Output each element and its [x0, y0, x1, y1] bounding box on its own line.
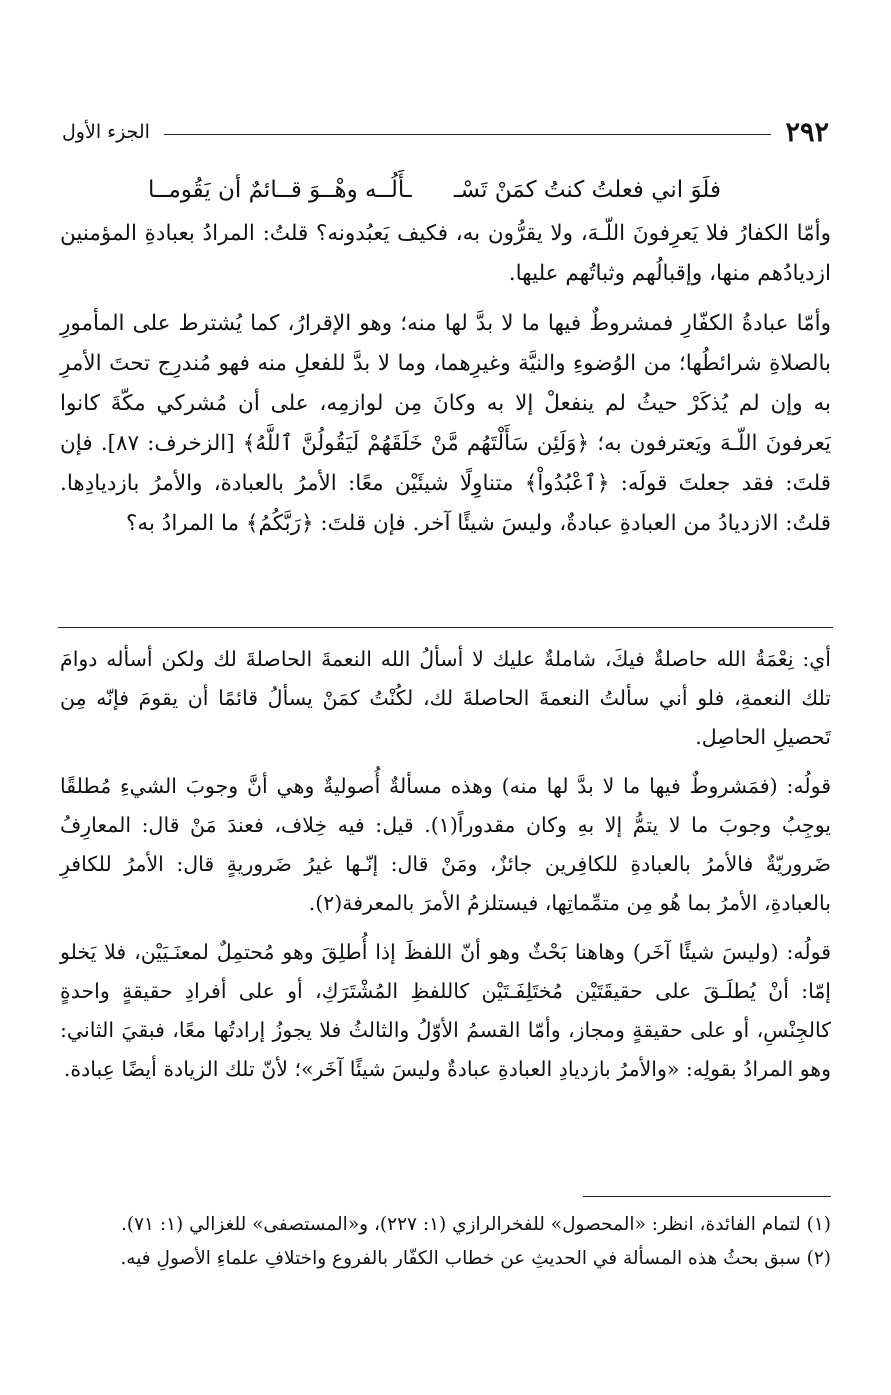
commentary-paragraph: قولُه: (وليسَ شيئًا آخَر) وهاهنا بَحْثٌ وهو أنّ اللفظَ إذا أُطلِقَ وهو مُحتمِلٌ لمعنَـيَيْن، فلا يَخلو إمّا: أنْ يُطلَـقَ على حقيقَتَيْن مُختَلِفَـتَيْن كاللفظِ المُشْتَرَكِ، أو على أفرادِ حقيقةٍ واحدةٍ كالجِنْسِ، أو على حقيقةٍ ومجاز، وأمّا القسمُ الأوّلُ والثالثُ فلا يجوزُ إرادتُها معًا، فبقيَ الثاني: وهو المرادُ بقولِه: «والأمرُ بازديادِ العبادةِ عبادةٌ وليسَ شيئًا آخَر»؛ لأنّ تلك الزيادة أيضًا عِبادة. [60, 940, 831, 1081]
page-header [62, 112, 829, 152]
paragraph-gap [60, 757, 831, 767]
footnote: (١) لتمام الفائدة، انظر: «المحصول» للفخرالرازي (١: ٢٢٧)، و«المستصفى» للغزالي (١: ٧١). [121, 1214, 831, 1235]
poetry-verse [60, 168, 831, 214]
main-paragraph: وأمّا الكفارُ فلا يَعرِفونَ اللّـهَ، ولا يقرُّون به، فكيف يَعبُدونه؟ قلتُ: المرادُ بعبادةِ المؤمنين ازديادُهم منها، وإقبالُهم وثباتُهم عليها. [60, 221, 831, 286]
page-number: ٢٩٢ [785, 116, 829, 148]
footnotes [60, 1208, 831, 1276]
verse-second-hemistich: ـأَلُــه وهْــوَ قــائمٌ أن يَقُومــا [148, 177, 412, 203]
commentary-text [60, 640, 831, 1089]
commentary-paragraph: أي: نِعْمَةُ الله حاصلةٌ فيكَ، شاملةٌ عليك لا أسألُ الله النعمةَ الحاصلةَ لك ولكن أسأله دوامَ تلك النعمةِ، فلو أني سألتُ النعمةَ الحاصلةَ لك، لكُنْتُ كمَنْ يسألُ قائمًا أن يقومَ فإنّه مِن تَحصيلِ الحاصِل. [60, 647, 831, 749]
main-paragraph: وأمّا عبادةُ الكفّارِ فمشروطٌ فيها ما لا بدَّ لها منه؛ وهو الإقرارُ، كما يُشترط على المأمورِ بالصلاةِ شرائطُها؛ من الوُضوءِ والنيَّة وغيرِهما، وما لا بدَّ للفعلِ منه فهو مُندرِج تحتَ الأمرِ به وإن لم يُذكَرْ حيثُ لم ينفعلْ إلا به وكانَ مِن لوازمِه، على أن مُشركي مكّةَ كانوا يَعرفونَ اللّـهَ ويَعترفون به؛ ﴿وَلَئِن سَأَلْتَهُم مَّنْ خَلَقَهُمْ لَيَقُولُنَّ ٱللَّهُ﴾ [الزخرف: ٨٧]. فإن قلتَ: فقد جعلتَ قولَه: ﴿ٱعْبُدُواْ﴾ متناوِلًا شيئَيْن معًا: الأمرُ بالعبادة، والأمرُ بازديادِها. قلتُ: الازديادُ من العبادةِ عبادةٌ، وليسَ شيئًا آخر. فإن قلتَ: ﴿رَبَّكُمُ﴾ ما المرادُ به؟ [60, 311, 831, 536]
main-text [60, 168, 831, 544]
verse-first-hemistich: فلَوَ اني فعلتُ كنتُ كمَنْ تَسْـ [453, 177, 721, 203]
footnote-rule [583, 1196, 831, 1197]
commentary-paragraph: قولُه: (فمَشروطٌ فيها ما لا بدَّ لها منه) وهذه مسألةٌ أُصوليةٌ وهي أنَّ وجوبَ الشيءِ مُطلقًا يوجِبُ وجوبَ ما لا يتمُّ إلا بهِ وكان مقدوراً(١). قيل: فيه خِلاف، فعندَ مَنْ قال: المعارِفُ ضَروريّةٌ فالأمرُ بالعبادةِ للكافِرين جائزٌ، ومَنْ قال: إنّـها غيرُ ضَروريةٍ قال: الأمرُ للكافرِ بالعبادةِ، الأمرُ بما هُو مِن متمِّماتِها، فيستلزمُ الأمرَ بالمعرفة(٢). [60, 774, 831, 915]
header-rule [164, 134, 772, 135]
paragraph-gap [60, 923, 831, 933]
footnote: (٢) سبق بحثُ هذه المسألة في الحديثِ عن خطاب الكفّار بالفروع واختلافِ علماءِ الأصولِ فيه. [120, 1248, 831, 1269]
paragraph-gap [60, 294, 831, 304]
section-divider [58, 627, 833, 628]
part-title: الجزء الأول [62, 121, 150, 143]
